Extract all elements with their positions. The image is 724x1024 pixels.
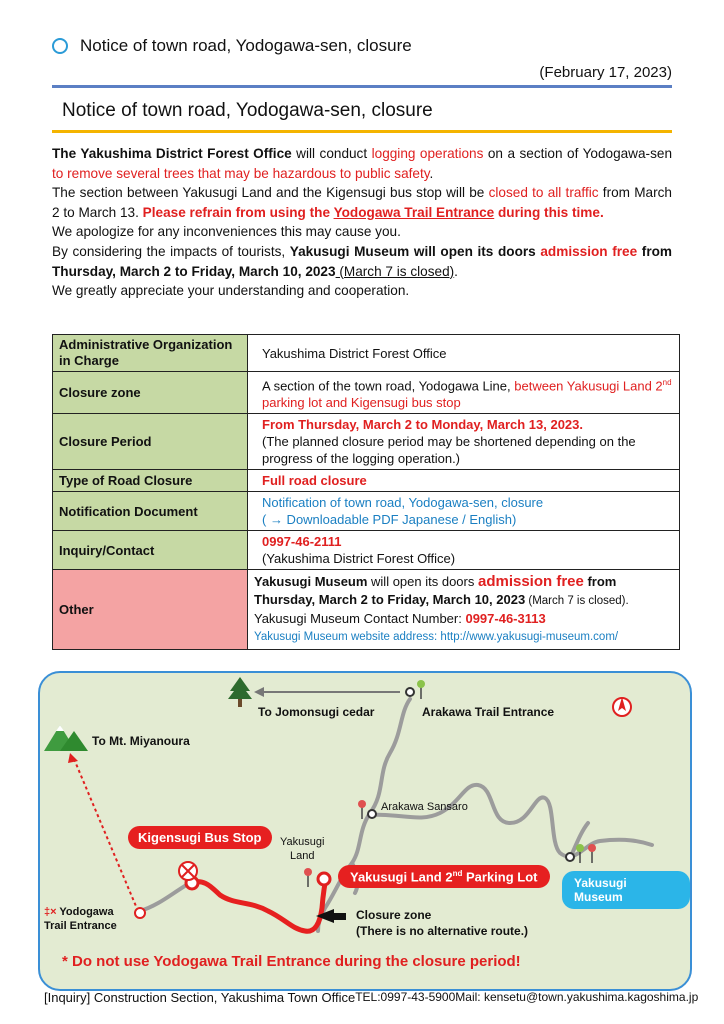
label-yakusugi-land	[280, 835, 324, 863]
parking-text: Yakusugi Land 2	[350, 869, 453, 885]
label-arakawa-sansaro: Arakawa Sansaro	[381, 801, 468, 813]
intro-paragraph-2	[52, 183, 672, 222]
yodogawa-line2: Trail Entrance	[44, 920, 117, 932]
kigensugi-badge: Kigensugi Bus Stop	[128, 826, 272, 849]
closure-map	[38, 671, 692, 991]
footer-inquiry: [Inquiry] Construction Section, Yakushima Town Office	[44, 990, 356, 1005]
table-row	[53, 492, 680, 531]
table-label: Inquiry/Contact	[53, 531, 248, 570]
map-warning: * Do not use Yodogawa Trail Entrance during the closure period!	[62, 953, 521, 970]
other-text: from	[583, 574, 617, 590]
closure-zone-arrow-shaft	[332, 913, 346, 920]
title-top-rule	[52, 85, 672, 88]
period-dates: From Thursday, March 2 to Monday, March 13, 2023.	[262, 417, 583, 433]
other-closed-note: (March 7 is closed).	[525, 595, 629, 608]
intro-text-span: from March 2 to March 13.	[52, 185, 672, 220]
road-yodogawa-west	[140, 883, 190, 911]
dotted-arrow-head	[68, 753, 78, 763]
other-dates: Thursday, March 2 to Friday, March 10, 2023	[254, 592, 526, 608]
intro-museum-dates: from Thursday, March 2 to Friday, March 10, 2023	[52, 243, 673, 279]
intro-paragraph-3: We apologize for any inconveniences this may cause you.	[52, 224, 401, 240]
yodogawa-line1	[44, 905, 117, 919]
table-row	[53, 414, 680, 470]
footer-mail[interactable]: Mail: kensetu@town.yakushima.kagoshima.jp	[455, 990, 699, 1004]
intro-text-span: .	[454, 263, 458, 279]
intro-logging-highlight: logging operations	[371, 146, 484, 161]
label-closure-zone	[356, 907, 528, 939]
museum-marker	[566, 853, 574, 861]
intro-museum-text: Yakusugi Museum will open its doors	[289, 243, 541, 259]
zone-text: A section of the town road, Yodogawa Line,	[262, 378, 515, 394]
intro-paragraph-5: We greatly appreciate your understanding and cooperation.	[52, 283, 410, 299]
museum-website-link[interactable]: Yakusugi Museum website address: http://www.yakusugi-museum.com/	[254, 631, 619, 644]
intro-text-span: The section between Yakusugi Land and the Kigensugi bus stop will be	[52, 185, 489, 201]
inquiry-office: (Yakushima District Forest Office)	[262, 551, 456, 567]
intro-paragraph-1	[52, 144, 672, 183]
table-label: Type of Road Closure	[53, 470, 248, 492]
road-museum	[370, 785, 652, 857]
zone-superscript: nd	[662, 378, 672, 387]
other-contact-label: Yakusugi Museum Contact Number:	[254, 611, 466, 627]
arrow-jomonsugi-head	[254, 687, 264, 697]
intro-office-name: The Yakushima District Forest Office	[52, 146, 292, 161]
other-contact-phone: 0997-46-3113	[465, 611, 546, 627]
no-entry-icon	[179, 862, 197, 880]
header	[52, 36, 412, 56]
header-title: Notice of town road, Yodogawa-sen, closure	[80, 36, 412, 55]
yakusugi-land-line2: Land	[289, 850, 315, 862]
other-line-1	[254, 573, 673, 591]
zone-highlight: between Yakusugi Land 2	[514, 378, 663, 394]
table-value: Full road closure	[248, 470, 680, 492]
table-label: Notification Document	[53, 492, 248, 531]
intro-text-span: on a section of Yodogawa-sen	[483, 146, 673, 161]
museum-badge: Yakusugi Museum	[562, 871, 690, 909]
other-line-3	[254, 610, 673, 628]
label-arakawa-trail: Arakawa Trail Entrance	[422, 705, 555, 719]
yodogawa-trail-marker	[135, 908, 145, 918]
cedar-tree-icon	[228, 677, 252, 707]
table-value	[248, 570, 680, 650]
other-line-2	[254, 591, 673, 610]
download-pdf-link[interactable]: ( → Downloadable PDF Japanese / English)	[262, 512, 517, 528]
notice-title: Notice of town road, Yodogawa-sen, closure	[62, 100, 433, 121]
closure-zone-line1: Closure zone	[356, 908, 432, 922]
other-admission-free: admission free	[477, 573, 584, 591]
table-row	[53, 470, 680, 492]
intro-admission-free: admission free	[540, 243, 638, 259]
intro-text-span: will conduct	[291, 146, 372, 161]
table-label: Administrative Organization in Charge	[53, 335, 248, 372]
intro-text-span: By considering the impacts of tourists,	[52, 243, 290, 259]
table-value: Yakushima District Forest Office	[248, 335, 680, 372]
yodogawa-trail-link[interactable]: Yodogawa Trail Entrance	[333, 204, 495, 220]
table-row	[53, 531, 680, 570]
table-value	[248, 492, 680, 531]
notice-date: (February 17, 2023)	[539, 64, 672, 81]
arakawa-trail-marker	[406, 688, 414, 696]
other-museum-name: Yakusugi Museum	[254, 574, 368, 590]
table-label: Closure zone	[53, 372, 248, 414]
intro-refrain-end: during this time.	[494, 204, 604, 220]
intro-paragraph-4	[52, 242, 672, 281]
label-miyanoura: To Mt. Miyanoura	[92, 734, 190, 748]
table-label: Other	[53, 570, 248, 650]
notification-document-link[interactable]: Notification of town road, Yodogawa-sen, closure	[262, 495, 544, 511]
intro-text-span: .	[429, 165, 434, 181]
parking-lot-badge	[338, 865, 550, 888]
table-row	[53, 335, 680, 372]
parking-superscript: nd	[452, 869, 463, 878]
closure-route	[190, 878, 326, 931]
closure-zone-line2: (There is no alternative route.)	[356, 924, 529, 938]
intro-refrain-text: Please refrain from using the	[142, 204, 334, 220]
label-yodogawa-trail	[44, 905, 117, 933]
arakawa-sansaro-marker	[368, 810, 376, 818]
intro-hazard-highlight: to remove several trees that may be hazardous to public safety	[52, 165, 430, 181]
table-row	[53, 372, 680, 414]
period-note: (The planned closure period may be shortened depending on the progress of the logging operation.)	[262, 434, 636, 467]
intro-text	[52, 144, 672, 301]
inquiry-phone: 0997-46-2111	[262, 534, 342, 550]
title-bottom-rule	[52, 130, 672, 133]
closure-info-table	[52, 334, 680, 650]
label-jomonsugi: To Jomonsugi cedar	[258, 705, 375, 719]
circle-bullet-icon	[52, 38, 68, 54]
zone-highlight-end: parking lot and Kigensugi bus stop	[262, 395, 461, 411]
yakusugi-land-line1: Yakusugi	[280, 836, 325, 848]
intro-closed-note: (March 7 is closed)	[335, 263, 455, 279]
footer-tel: TEL:0997-43-5900	[355, 990, 456, 1004]
north-arrow-icon	[613, 697, 631, 716]
other-text: will open its doors	[367, 574, 478, 590]
table-label: Closure Period	[53, 414, 248, 470]
parking-text-end: Parking Lot	[462, 869, 538, 885]
mountain-icon	[44, 725, 88, 751]
table-value	[248, 531, 680, 570]
yodogawa-text: Yodogawa	[59, 906, 114, 918]
parking-lot-marker	[318, 873, 330, 885]
trail-closed-mark: ‡×	[44, 906, 57, 918]
table-value	[248, 414, 680, 470]
table-row	[53, 570, 680, 650]
intro-closed-highlight: closed to all traffic	[488, 185, 599, 201]
footer	[44, 990, 699, 1005]
table-value	[248, 372, 680, 414]
